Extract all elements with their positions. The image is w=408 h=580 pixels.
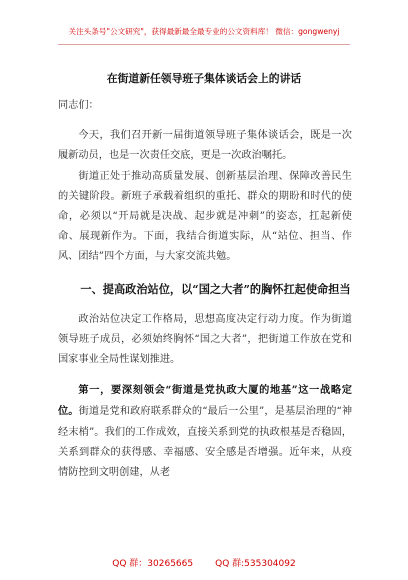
- section-heading-1: 一、提高政治站位，以“国之大者”的胸怀扛起使命担当: [80, 281, 351, 296]
- point-1-text: 街道是党和政府联系群众的“最后一公里”，是基层治理的“神经末梢”。我们的工作成效，直接关系到党的执政根基是否稳固，关系到群众的获得感、幸福感、安全感是否增强。近年来，从疫情防控到文明创建，从老: [58, 406, 353, 479]
- greeting: 同志们：: [58, 100, 99, 111]
- spacer: [58, 370, 352, 380]
- footer: [0, 556, 408, 569]
- spacer: [58, 268, 352, 278]
- document-title: 在街道新任领导班子集体谈话会上的讲话: [106, 72, 302, 85]
- header-divider: [58, 44, 350, 45]
- point-1: [58, 380, 352, 483]
- footer-qq-group-1: QQ 群：30265665: [112, 559, 194, 569]
- point-1-lead: 第一，要深刻领会“街道是党执政大厦的地基”这一战略定位。: [58, 384, 352, 418]
- paragraph-context: 街道正处于推动高质量发展、创新基层治理、保障改善民生的关键阶段。新班子承载着组织的重托、群众的期盼和时代的使命，必须以“开局就是决战、起步就是冲刺”的姿态，扛起新使命、展现新作为。下面，我结合街道实际，从“站位、担当、作风、团结”四个方面，与大家交流共勉。: [58, 170, 352, 263]
- paragraph-intro: 今天，我们召开新一届街道领导班子集体谈话会，既是一次履新动员，也是一次责任交底，更是一次政治嘱托。: [58, 130, 352, 162]
- paragraph-section-1: 政治站位决定工作格局，思想高度决定行动力度。作为街道领导班子成员，必须始终胸怀“国之大者”，把街道工作放在党和国家事业全局性谋划推进。: [58, 313, 352, 366]
- footer-qq-group-2: QQ 群:535304092: [215, 559, 296, 569]
- document-body: [58, 96, 352, 483]
- header-banner: 关注头条号"公文研究"，获得最新最全最专业的公文资料库！ 微信：gongwenyj: [68, 27, 340, 36]
- spacer: [58, 300, 352, 310]
